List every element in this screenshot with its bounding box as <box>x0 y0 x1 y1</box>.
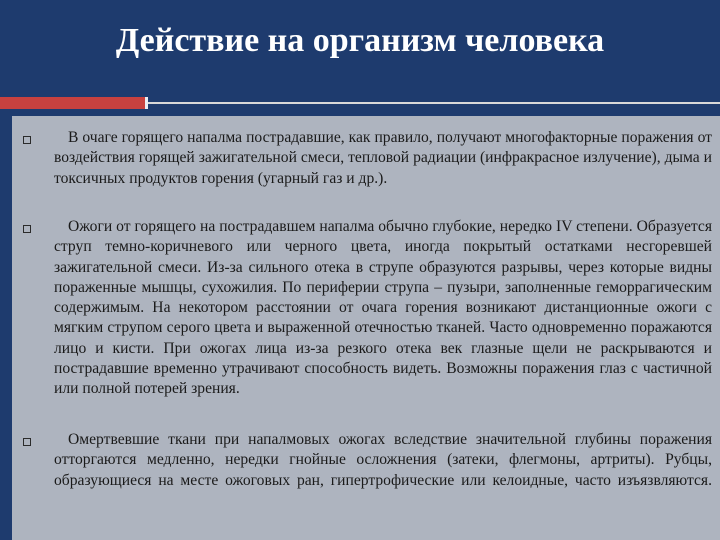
accent-bar <box>0 97 148 109</box>
square-bullet-icon <box>23 136 31 144</box>
bullet-text: Ожоги от горящего на пострадавшем напалма обычно глубокие, нередко IV степени. Образуется струп темно-коричневого или черного цвета, иногда покрытый остатками несгоревшей зажигательной смеси. Из-за сильного отека в струпе образуются разрывы, через которые видны пораженные мышцы, сухожилия. По периферии струпа – пузыри, заполненные геморрагическим содержимым. На некотором расстоянии от очага горения возникают дистанционные ожоги с мягким струпом серого цвета и выраженной отечностью тканей. Часто одновременно поражаются лицо и кисти. При ожогах лица из-за резкого отека век глазные щели не раскрываются и пострадавшие временно утрачивают способность видеть. Возможны поражения глаз с частичной или полной потерей зрения. <box>54 218 712 398</box>
square-bullet-icon <box>23 438 31 446</box>
content-panel <box>12 116 720 540</box>
bullet-text: В очаге горящего напалма пострадавшие, как правило, получают многофакторные поражения от воздействия горящей зажигательной смеси, тепловой радиации (инфракрасное излучение), дыма и токсичных продуктов горения (угарный газ и др.). <box>54 129 712 187</box>
square-bullet-icon <box>23 225 31 233</box>
accent-divider <box>148 102 720 104</box>
slide-title: Действие на организм человека <box>115 22 605 59</box>
bullet-text: Омертвевшие ткани при напалмовых ожогах вследствие значительной глубины поражения отторгаются медленно, нередки гнойные осложнения (затеки, флегмоны, артриты). Рубцы, образующиеся на месте ожоговых ран, гипертрофические или келоидные, часто изъязвляются. <box>54 431 712 489</box>
